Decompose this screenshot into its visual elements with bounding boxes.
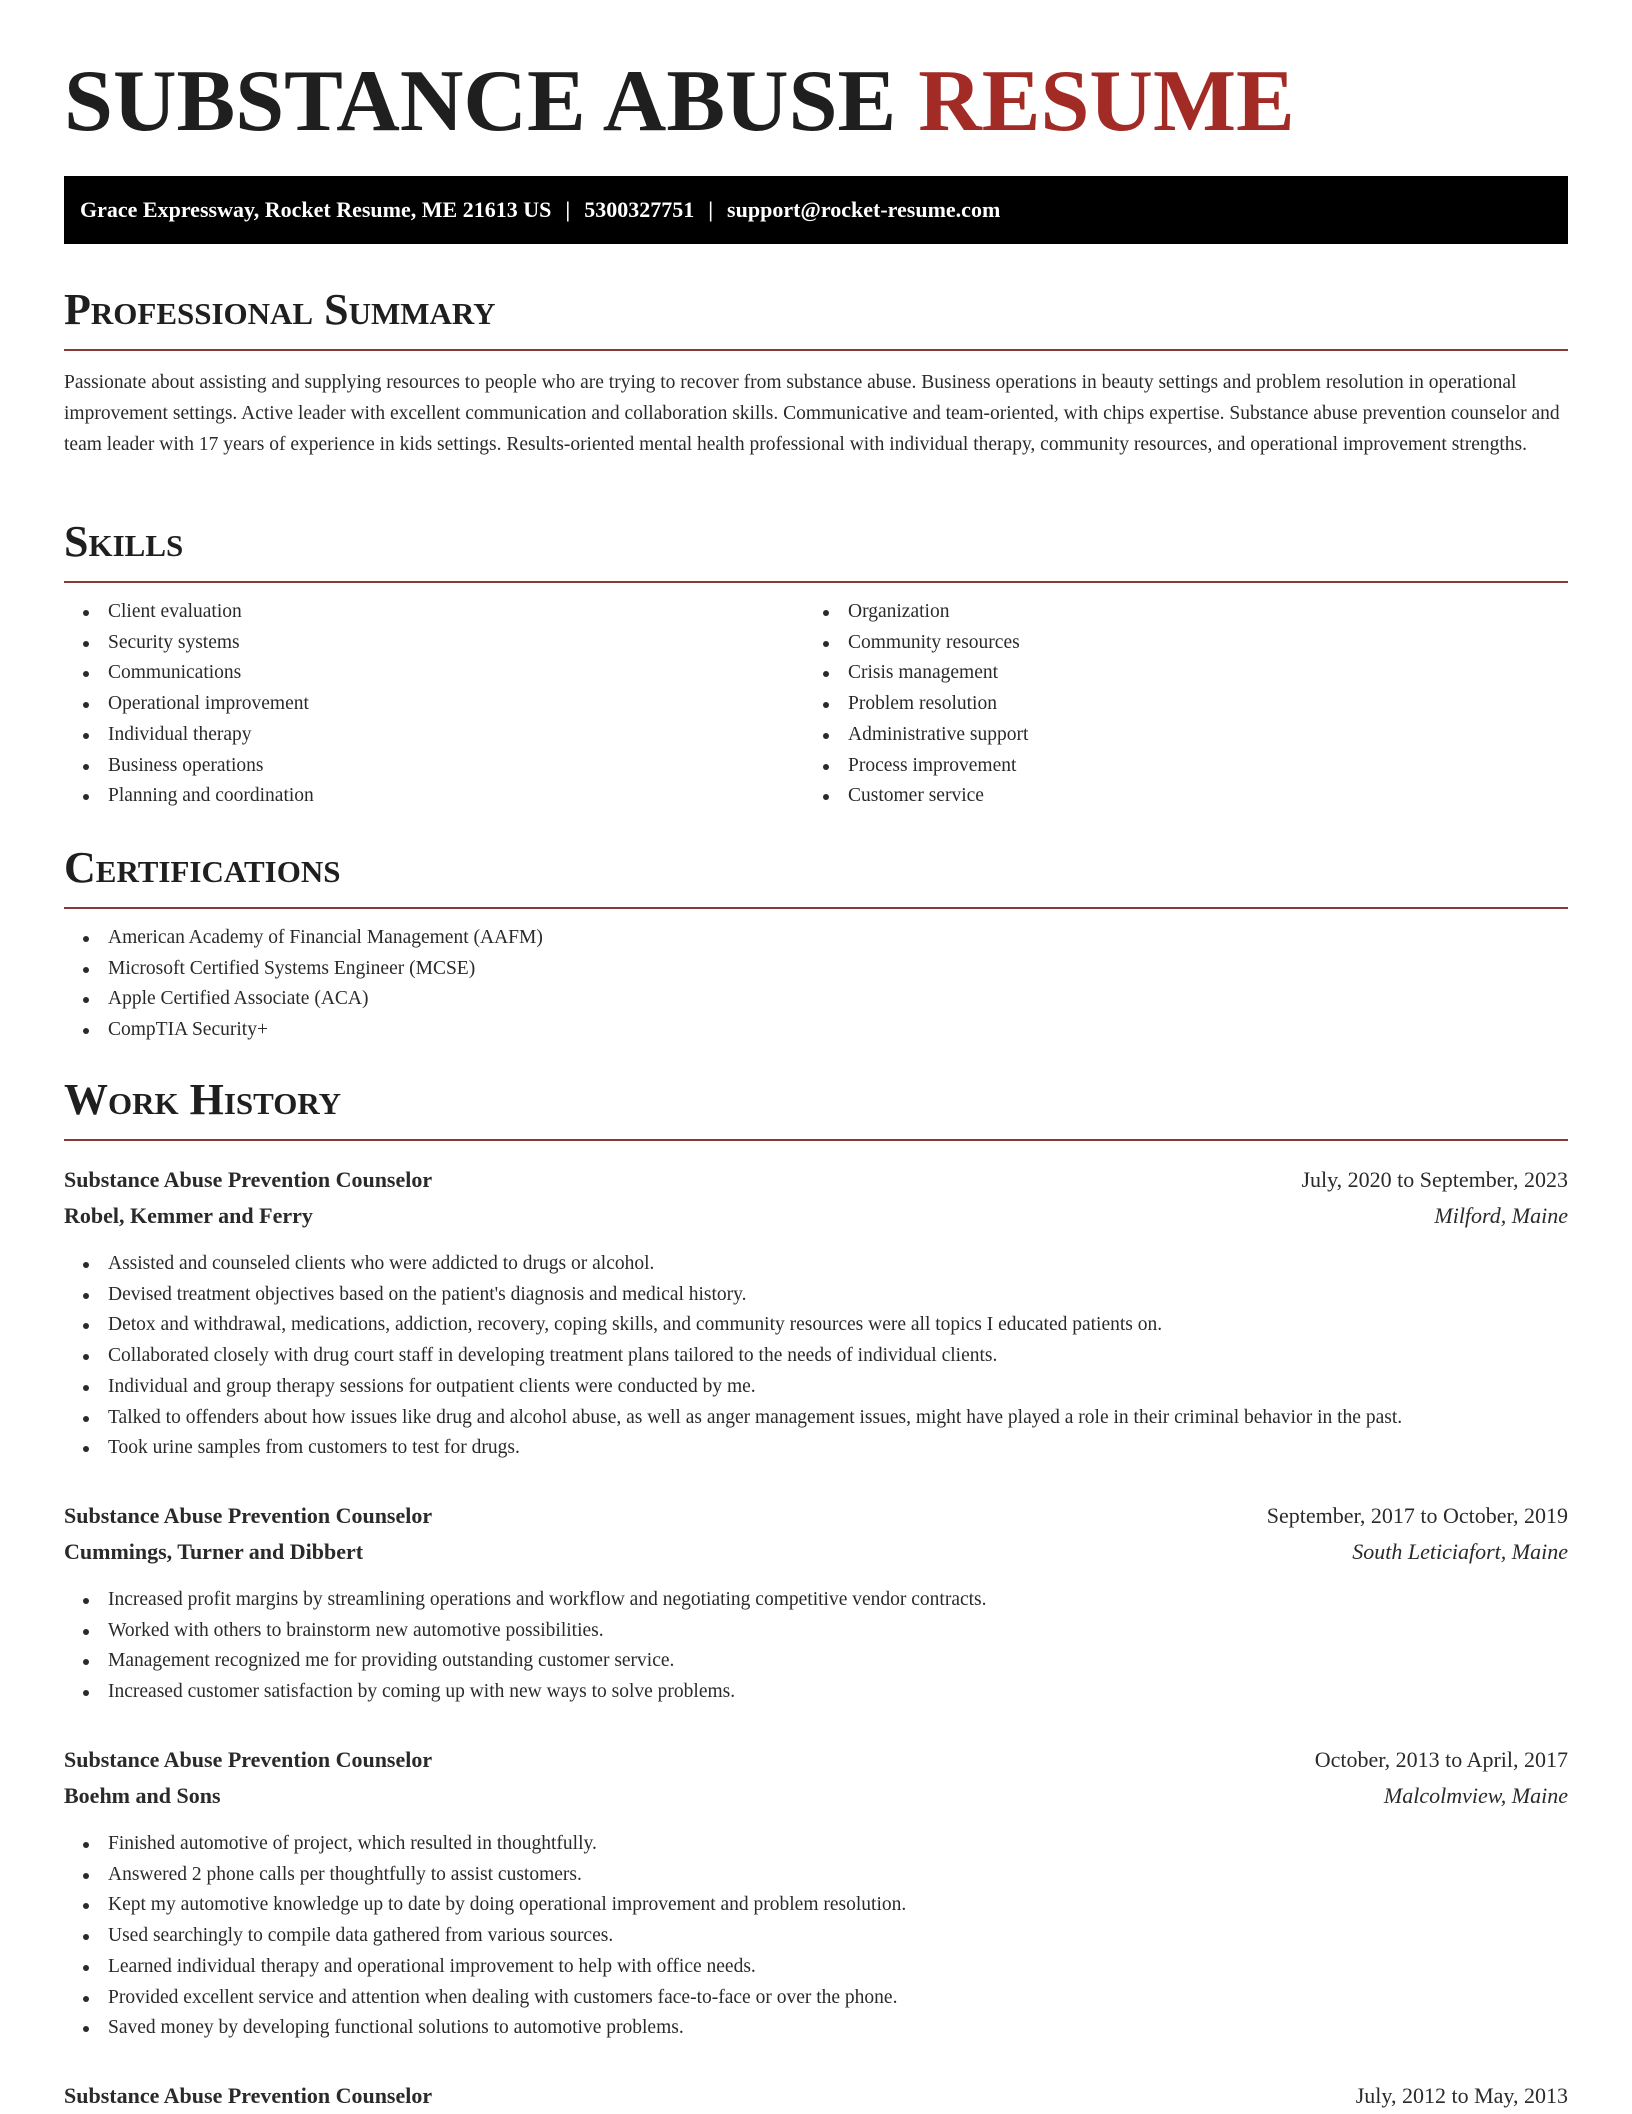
skill-item: Process improvement	[804, 751, 1028, 782]
job-company-row	[64, 1198, 1568, 1234]
section-heading-certifications: Certifications	[64, 843, 1568, 909]
summary-text: Passionate about assisting and supplying resources to people who are trying to recover from substance abuse. Business operations in beauty settings and problem resolution in operational improvement settings. Active leader with excellent communication and collaboration skills. Communicative and team-oriented, with chips expertise. Substance abuse prevention counselor and team leader with 17 years of experience in kids settings. Results-oriented mental health professional with individual therapy, community resources, and operational improvement strengths.	[64, 372, 1560, 455]
job-company: Robel, Kemmer and Ferry	[64, 1203, 313, 1228]
skill-item: Administrative support	[804, 720, 1028, 751]
certification-item: Apple Certified Associate (ACA)	[64, 984, 543, 1015]
job-duty-item: Collaborated closely with drug court staff in developing treatment plans tailored to the needs of individual clients.	[64, 1341, 1402, 1372]
skill-item: Operational improvement	[64, 689, 314, 720]
job-location: Malcolmview, Maine	[1383, 1783, 1568, 1808]
job-company-row	[64, 1534, 1568, 1570]
certification-item: American Academy of Financial Management (AAFM)	[64, 923, 543, 954]
skills-list-left	[64, 597, 314, 812]
job-duty-item: Management recognized me for providing outstanding customer service.	[64, 1646, 987, 1677]
job-duty-item: Talked to offenders about how issues like drug and alcohol abuse, as well as anger management issues, might have played a role in their criminal behavior in the past.	[64, 1403, 1402, 1434]
contact-email[interactable]: support@rocket-resume.com	[727, 197, 1001, 222]
skill-item: Security systems	[64, 628, 314, 659]
job-title: Substance Abuse Prevention Counselor	[64, 2083, 433, 2108]
job-company-row	[64, 1778, 1568, 1814]
contact-separator: |	[708, 197, 714, 222]
job-dates: July, 2020 to September, 2023	[1301, 1167, 1568, 1192]
job-duty-item: Devised treatment objectives based on the patient's diagnosis and medical history.	[64, 1280, 1402, 1311]
skill-item: Individual therapy	[64, 720, 314, 751]
skill-item: Communications	[64, 658, 314, 689]
job-duty-item: Increased customer satisfaction by coming up with new ways to solve problems.	[64, 1677, 987, 1708]
job-duty-item: Finished automotive of project, which resulted in thoughtfully.	[64, 1829, 906, 1860]
job-duty-item: Took urine samples from customers to test for drugs.	[64, 1433, 1402, 1464]
skills-list-right	[804, 597, 1028, 812]
contact-phone: 5300327751	[584, 197, 695, 222]
skill-item: Business operations	[64, 751, 314, 782]
job-duty-item: Learned individual therapy and operational improvement to help with office needs.	[64, 1952, 906, 1983]
resume-title	[64, 52, 1295, 152]
job-duties-list	[64, 1829, 906, 2044]
job-header-row	[64, 1498, 1568, 1534]
job-duty-item: Individual and group therapy sessions for outpatient clients were conducted by me.	[64, 1372, 1402, 1403]
job-title: Substance Abuse Prevention Counselor	[64, 1747, 433, 1772]
certification-item: Microsoft Certified Systems Engineer (MCSE)	[64, 954, 543, 985]
job-duty-item: Answered 2 phone calls per thoughtfully to assist customers.	[64, 1860, 906, 1891]
title-accent: RESUME	[918, 53, 1295, 150]
job-duty-item: Assisted and counseled clients who were addicted to drugs or alcohol.	[64, 1249, 1402, 1280]
job-duties-list	[64, 1249, 1402, 1464]
certifications-list	[64, 923, 543, 1046]
job-company: Cummings, Turner and Dibbert	[64, 1539, 364, 1564]
skill-item: Planning and coordination	[64, 781, 314, 812]
job-dates: July, 2012 to May, 2013	[1355, 2083, 1568, 2108]
contact-bar	[64, 176, 1568, 244]
section-heading-summary: Professional Summary	[64, 285, 1568, 351]
title-main: SUBSTANCE ABUSE	[64, 53, 897, 150]
skill-item: Crisis management	[804, 658, 1028, 689]
job-title: Substance Abuse Prevention Counselor	[64, 1167, 433, 1192]
job-title: Substance Abuse Prevention Counselor	[64, 1503, 433, 1528]
job-duty-item: Saved money by developing functional solutions to automotive problems.	[64, 2013, 906, 2044]
job-dates: September, 2017 to October, 2019	[1266, 1503, 1568, 1528]
job-duty-item: Used searchingly to compile data gathered from various sources.	[64, 1921, 906, 1952]
job-dates: October, 2013 to April, 2017	[1314, 1747, 1568, 1772]
section-heading-work-history: Work History	[64, 1075, 1568, 1141]
skill-item: Organization	[804, 597, 1028, 628]
job-header-row	[64, 1742, 1568, 1778]
job-header-row	[64, 1162, 1568, 1198]
job-duty-item: Worked with others to brainstorm new automotive possibilities.	[64, 1616, 987, 1647]
skill-item: Community resources	[804, 628, 1028, 659]
job-location: South Leticiafort, Maine	[1352, 1539, 1568, 1564]
job-duties-list	[64, 1585, 987, 1708]
certification-item: CompTIA Security+	[64, 1015, 543, 1046]
job-header-row	[64, 2078, 1568, 2114]
skill-item: Problem resolution	[804, 689, 1028, 720]
contact-address: Grace Expressway, Rocket Resume, ME 21613 US	[80, 197, 552, 222]
job-location: Milford, Maine	[1434, 1203, 1568, 1228]
skill-item: Client evaluation	[64, 597, 314, 628]
skill-item: Customer service	[804, 781, 1028, 812]
contact-separator: |	[565, 197, 571, 222]
job-duty-item: Increased profit margins by streamlining operations and workflow and negotiating competitive vendor contracts.	[64, 1585, 987, 1616]
job-duty-item: Kept my automotive knowledge up to date by doing operational improvement and problem resolution.	[64, 1890, 906, 1921]
job-duty-item: Provided excellent service and attention when dealing with customers face-to-face or over the phone.	[64, 1983, 906, 2014]
section-heading-skills: Skills	[64, 517, 1568, 583]
job-company: Boehm and Sons	[64, 1783, 221, 1808]
job-duty-item: Detox and withdrawal, medications, addiction, recovery, coping skills, and community resources were all topics I educated patients on.	[64, 1310, 1402, 1341]
